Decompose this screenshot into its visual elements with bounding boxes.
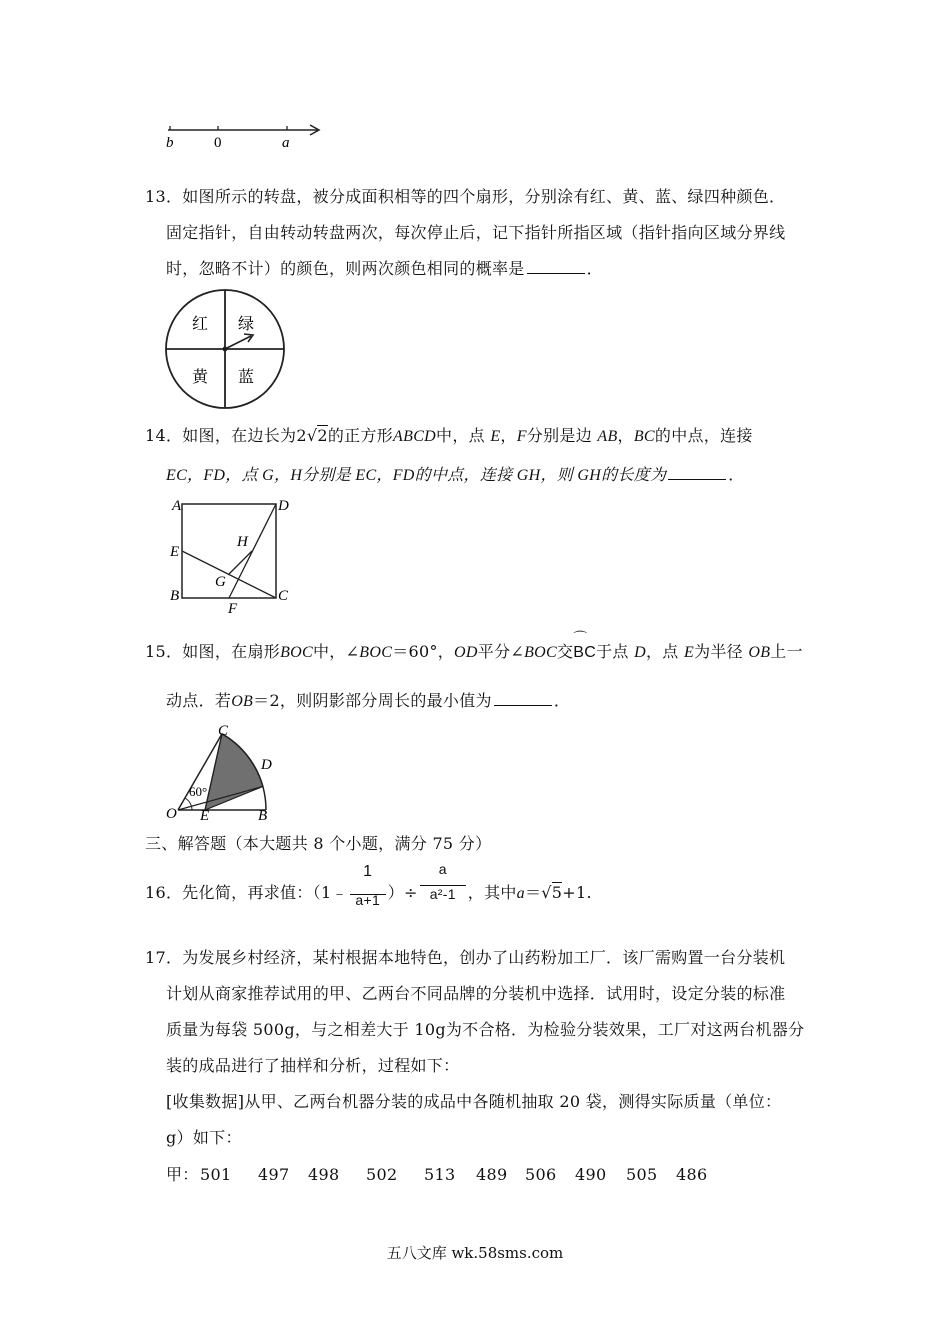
pointer-arrow: [225, 336, 251, 349]
answer-blank: [668, 465, 726, 480]
svg-text:H: H: [237, 534, 248, 550]
jia-value: 489: [476, 1165, 508, 1184]
sector-blue: 蓝: [238, 369, 255, 386]
section-three-heading: 三、解答题（本大题共 8 个小题，满分 75 分）: [145, 834, 492, 853]
sector-red: 红: [192, 316, 209, 333]
q17-line2: 计划从商家推荐试用的甲、乙两台不同品牌的分装机中选择．试用时，设定分装的标准: [166, 984, 786, 1003]
q13-line2: 固定指针，自由转动转盘两次，每次停止后，记下指针所指区域（指针指向区域分界线: [166, 223, 786, 242]
jia-value: 497: [258, 1165, 290, 1184]
q13-line1: 13．如图所示的转盘，被分成面积相等的四个扇形，分别涂有红、黄、蓝、绿四种颜色．: [145, 187, 786, 206]
footer-watermark: 五八文库 wk.58sms.com: [386, 1244, 564, 1262]
q17-line5: [收集数据]从甲、乙两台机器分装的成品中各随机抽取 20 袋，测得实际质量（单位：: [166, 1092, 782, 1111]
jia-value: 513: [424, 1165, 456, 1184]
svg-text:D: D: [278, 498, 289, 514]
svg-text:A: A: [172, 498, 182, 514]
answer-blank: [527, 259, 585, 274]
svg-text:B: B: [170, 588, 180, 604]
arc-bc: ⌒ BC: [573, 631, 597, 661]
q17-line1: 17．为发展乡村经济，某村根据本地特色，创办了山药粉加工厂．该厂需购置一台分装机: [145, 948, 786, 967]
label-0: 0: [214, 135, 222, 151]
answer-blank: [494, 691, 552, 706]
q15-line2: 动点．若OB＝2，则阴影部分周长的最小值为 ．: [166, 691, 571, 710]
q16-line: 16．先化简，再求值：（1﹣ $\frac{1}{a+1}$ ）÷ $\frac{a}{\text{a²-1}}$ ，其中a＝√5+1.: [145, 860, 592, 908]
square-figure: [160, 492, 300, 616]
svg-text:G: G: [215, 574, 226, 590]
svg-text:D: D: [261, 757, 272, 773]
sector-green: 绿: [238, 316, 255, 333]
q17-jia-row: 甲： 501 497 498 502 513 489 506 490 505 486: [166, 1165, 708, 1184]
label-b: b: [166, 135, 174, 151]
svg-text:E: E: [170, 544, 180, 560]
q17-line3: 质量为每袋 500g，与之相差大于 10g为不合格．为检验分装效果，工厂对这两台机器分: [166, 1020, 805, 1039]
q14-line2: EC，FD，点 G，H分别是 EC，FD的中点，连接 GH，则 GH的长度为 ．: [166, 465, 745, 484]
jia-value: 490: [575, 1165, 607, 1184]
jia-value: 502: [366, 1165, 398, 1184]
svg-text:O: O: [166, 806, 177, 822]
svg-text:E: E: [200, 808, 210, 824]
q17-line4: 装的成品进行了抽样和分析，过程如下：: [166, 1056, 460, 1075]
label-a: a: [282, 135, 290, 151]
svg-text:C: C: [278, 588, 289, 604]
jia-value: 505: [626, 1165, 658, 1184]
q15-line1: 15．如图，在扇形BOC中，∠BOC＝60°，OD平分∠BOC交 ⌒ BC于点 D，点 E为半径 OB上一: [145, 641, 803, 664]
sector-yellow: 黄: [192, 369, 209, 386]
number-line-figure: [160, 118, 330, 154]
jia-value: 506: [525, 1165, 557, 1184]
jia-value: 486: [676, 1165, 708, 1184]
jia-value: 501: [200, 1165, 232, 1184]
q14-line1: 14．如图，在边长为2√2的正方形ABCD中，点 E，F分别是边 AB，BC的中点，连接: [145, 426, 753, 445]
svg-text:B: B: [258, 808, 268, 824]
q17-line6: g）如下：: [166, 1128, 242, 1147]
q13-line3: 时，忽略不计）的颜色，则两次颜色相同的概率是 ．: [166, 259, 603, 278]
svg-text:F: F: [228, 601, 238, 616]
spinner-figure: [160, 286, 290, 416]
sector-figure: [160, 718, 290, 824]
jia-value: 498: [308, 1165, 340, 1184]
svg-text:60°: 60°: [189, 784, 208, 799]
svg-text:C: C: [218, 723, 229, 739]
